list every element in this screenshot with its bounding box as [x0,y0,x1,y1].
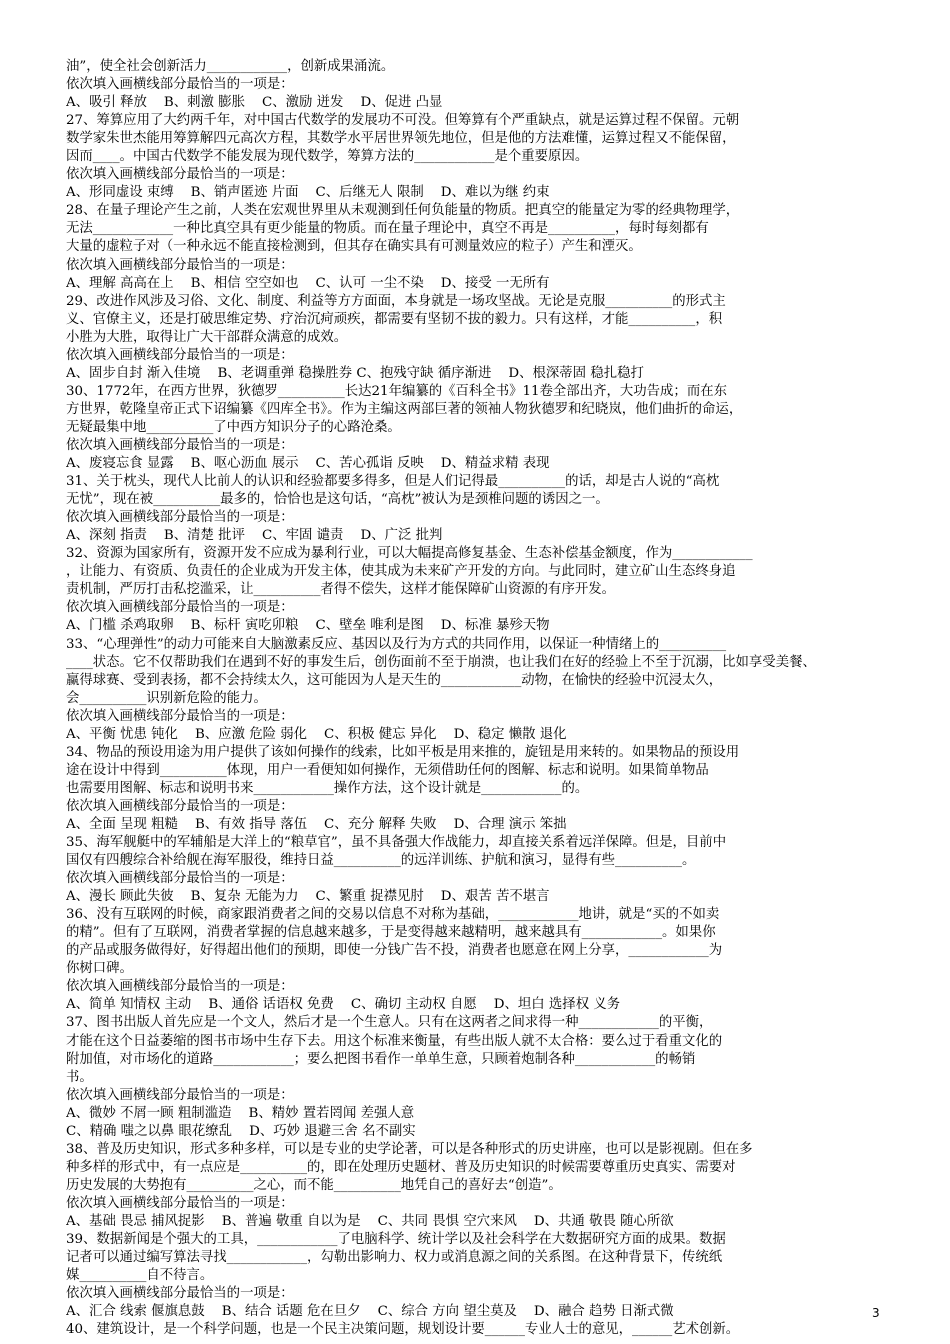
text-line: 依次填入画横线部分最恰当的一项是： [66,510,294,526]
text-line: 38、普及历史知识，形式多种多样，可以是专业的史学论著，可以是各种形式的历史讲座，也可以是影视剧。但在多 [66,1141,753,1157]
text-line: A、全面 呈现 粗糙 B、有效 指导 落伍 C、充分 解释 失败 D、合理 演示 笨拙 [66,816,567,832]
text-line: 国仅有四艘综合补给舰在海军服役，维持日益__________的远洋训练、护航和演习，显得有些__________。 [66,853,696,869]
text-line: A、吸引 释放 B、刺激 膨胀 C、激励 迸发 D、促进 凸显 [66,95,443,111]
text-line: 32、资源为国家所有，资源开发不应成为暴利行业，可以大幅提高修复基金、生态补偿基金额度，作为____________ [66,546,753,562]
text-line: ____状态。它不仅帮助我们在遇到不好的事发生后，创伤面前不至于崩溃，也让我们在好的经验上不至于沉溺，比如享受美餐、 [66,654,816,670]
text-line: A、汇合 线索 偃旗息鼓 B、结合 话题 危在旦夕 C、综合 方向 望尘莫及 D、融合 趋势 日渐式微 [66,1304,674,1320]
text-line: 的精”。但有了互联网，消费者掌握的信息越来越多，于是变得越来越精明，越来越具有____________。如果你 [66,925,716,941]
text-line: A、深刻 指责 B、清楚 批评 C、牢固 谴责 D、广泛 批判 [66,528,443,544]
text-line: 无疑最集中地__________了中西方知识分子的心路沧桑。 [66,419,401,435]
text-line: 会__________识别新危险的能力。 [66,690,267,706]
text-line: 无忧”，现在被__________最多的，恰恰也是这句话，“高枕”被认为是颈椎问题的诱因之一。 [66,492,609,508]
text-line: 依次填入画横线部分最恰当的一项是： [66,77,294,93]
text-line: 39、数据新闻是个强大的工具，____________了电脑科学、统计学以及社会科学在大数据研究方面的成果。数据 [66,1232,726,1248]
document-body [66,58,888,1339]
text-line: A、理解 高高在上 B、相信 空空如也 C、认可 一尘不染 D、接受 一无所有 [66,275,550,291]
text-line: A、基础 畏忌 捕风捉影 B、普遍 敬重 自以为是 C、共同 畏惧 空穴来风 D、共通 敬畏 随心所欲 [66,1214,674,1229]
text-line: 依次填入画横线部分最恰当的一项是： [66,600,294,616]
text-line: A、简单 知情权 主动 B、通俗 话语权 免费 C、确切 主动权 自愿 D、坦白 选择权 义务 [66,997,621,1013]
text-line: 才能在这个日益萎缩的图书市场中生存下去。用这个标准来衡量，有些出版人就不太合格：要么过于看重文化的 [66,1033,723,1049]
text-line: 依次填入画横线部分最恰当的一项是： [66,437,294,453]
text-line: 大量的虚粒子对（一种永远不能直接检测到，但其存在确实具有可测量效应的粒子）产生和湮灭。 [66,239,642,255]
text-line: 28、在量子理论产生之前，人类在宏观世界里从未观测到任何负能量的物质。把真空的能量定为零的经典物理学， [66,203,740,219]
text-line: 因而____。中国古代数学不能发展为现代数学，筹算方法的____________是个重要原因。 [66,149,589,165]
text-line: 36、没有互联网的时候，商家跟消费者之间的交易以信息不对称为基础，____________地讲，就是“买的不如卖 [66,907,720,923]
text-line: 35、海军舰艇中的军辅船是大洋上的“粮草官”，虽不具备强大作战能力，却直接关系着远洋保障。但是，目前中 [66,835,727,851]
text-line: 附加值，对市场化的道路____________；要么把图书看作一单单生意，只顾着炮制各种____________的畅销 [66,1051,696,1067]
text-line: 40、建筑设计，是一个科学问题，也是一个民主决策问题，规划设计要______专业人士的意见，______艺术创新。 [66,1322,740,1338]
text-line: A、微妙 不屑一顾 粗制滥造 B、精妙 置若罔闻 差强人意 [66,1105,415,1121]
text-line: A、漫长 顾此失彼 B、复杂 无能为力 C、繁重 捉襟见肘 D、艰苦 苦不堪言 [66,889,550,905]
text-line: 媒__________自不待言。 [66,1268,214,1284]
text-line: 30、1772年，在西方世界，狄德罗__________长达21年编纂的《百科全书》11卷全部出齐，大功告成；而在东 [66,383,727,399]
text-line: 历史发展的大势抱有__________之心，而不能__________地凭自己的喜好去“创造”。 [66,1177,562,1193]
text-line: 27、筹算应用了大约两千年，对中国古代数学的发展功不可没。但筹算有个严重缺点，就是运算过程不保留。元朝 [66,113,740,129]
text-line: 依次填入画横线部分最恰当的一项是： [66,979,294,995]
text-line: 依次填入画横线部分最恰当的一项是： [66,167,294,183]
text-line: 油”，使全社会创新活力____________，创新成果涌流。 [66,59,395,74]
text-line: 书。 [66,1069,93,1085]
text-line: A、固步自封 渐入佳境 B、老调重弹 稳操胜券 C、抱残守缺 循序渐进 D、根深蒂固 稳扎稳打 [66,365,644,381]
text-line: 33、“心理弹性”的动力可能来自大脑激素反应、基因以及行为方式的共同作用，以保证一种情绪上的__________ [66,636,727,652]
text-line: 数学家朱世杰能用筹算解四元高次方程，其数学水平居世界领先地位，但是他的方法难懂，运算过程又不能保留， [66,131,736,147]
text-line: 也需要用图解、标志和说明书来____________操作方法，这个设计就是____________的。 [66,780,589,796]
text-line: 31、关于枕头，现代人比前人的认识和经验都要多得多，但是人们记得最__________的话，却是古人说的“高枕 [66,474,720,490]
text-line: 义、官僚主义，还是打破思维定势、疗治沉疴顽疾，都需要有坚韧不拔的毅力。只有这样，才能__________，积 [66,311,723,327]
text-line: 的产品或服务做得好，好得超出他们的预期，即使一分钱广告不投，消费者也愿意在网上分享，____________为 [66,943,723,959]
text-line: 29、改进作风涉及习俗、文化、制度、利益等方方面面，本身就是一场攻坚战。无论是克服__________的形式主 [66,293,726,309]
text-line: 依次填入画横线部分最恰当的一项是： [66,347,294,363]
text-line: 无法____________一种比真空具有更少能量的物质。而在量子理论中，真空不再是__________，每时每刻都有 [66,221,709,237]
text-line: ，让能力、有资质、负责任的企业成为开发主体，使其成为未来矿产开发的方向。与此同时，建立矿山生态终身追 [66,564,736,580]
page-number: 3 [872,1306,880,1320]
text-line: 责机制，严厉打击私挖滥采，让__________者得不偿失，这样才能保障矿山资源的有序开发。 [66,582,616,598]
text-line: 依次填入画横线部分最恰当的一项是： [66,1286,294,1302]
text-line: A、门槛 杀鸡取卵 B、标杆 寅吃卯粮 C、壁垒 唯利是图 D、标准 暴殄天物 [66,618,550,634]
text-line: 34、物品的预设用途为用户提供了该如何操作的线索，比如平板是用来推的，旋钮是用来转的。如果物品的预设用 [66,744,740,760]
text-line: 依次填入画横线部分最恰当的一项是： [66,257,294,273]
text-line: 37、图书出版人首先应是一个文人，然后才是一个生意人。只有在这两者之间求得一种____________的平衡， [66,1015,713,1031]
text-line: 依次填入画横线部分最恰当的一项是： [66,708,294,724]
text-line: 你树口碑。 [66,961,133,977]
text-line: 小胜为大胜，取得让广大干部群众满意的成效。 [66,329,348,345]
text-line: 依次填入画横线部分最恰当的一项是： [66,871,294,887]
text-line: 途在设计中得到__________体现，用户一看便知如何操作，无须借助任何的图解、标志和说明。如果简单物品 [66,762,709,778]
text-line: 赢得球赛、受到表扬，都不会持续太久，这可能因为人是天生的____________动物，在愉快的经验中沉浸太久， [66,672,723,688]
text-line: 记者可以通过编写算法寻找____________，勾勒出影响力、权力或消息源之间的关系图。在这种背景下，传统纸 [66,1250,723,1266]
text-line: 种多样的形式中，有一点应是__________的，即在处理历史题材、普及历史知识的时候需要尊重历史真实、需要对 [66,1159,736,1175]
text-line: A、平衡 忧患 钝化 B、应激 危险 弱化 C、积极 健忘 异化 D、稳定 懒散 退化 [66,726,567,742]
text-line: A、形同虚设 束缚 B、销声匿迹 片面 C、后继无人 限制 D、难以为继 约束 [66,185,550,201]
text-line: 依次填入画横线部分最恰当的一项是： [66,1087,294,1103]
text-line: 依次填入画横线部分最恰当的一项是： [66,1195,294,1211]
text-line: C、精确 嗤之以鼻 眼花缭乱 D、巧妙 退避三舍 名不副实 [66,1123,416,1139]
text-line: A、废寝忘食 显露 B、呕心沥血 展示 C、苦心孤诣 反映 D、精益求精 表现 [66,456,550,472]
text-line: 方世界，乾隆皇帝正式下诏编纂《四库全书》。作为主编这两部巨著的领袖人物狄德罗和纪晓岚，他们曲折的命运， [66,401,743,417]
text-line: 依次填入画横线部分最恰当的一项是： [66,798,294,814]
